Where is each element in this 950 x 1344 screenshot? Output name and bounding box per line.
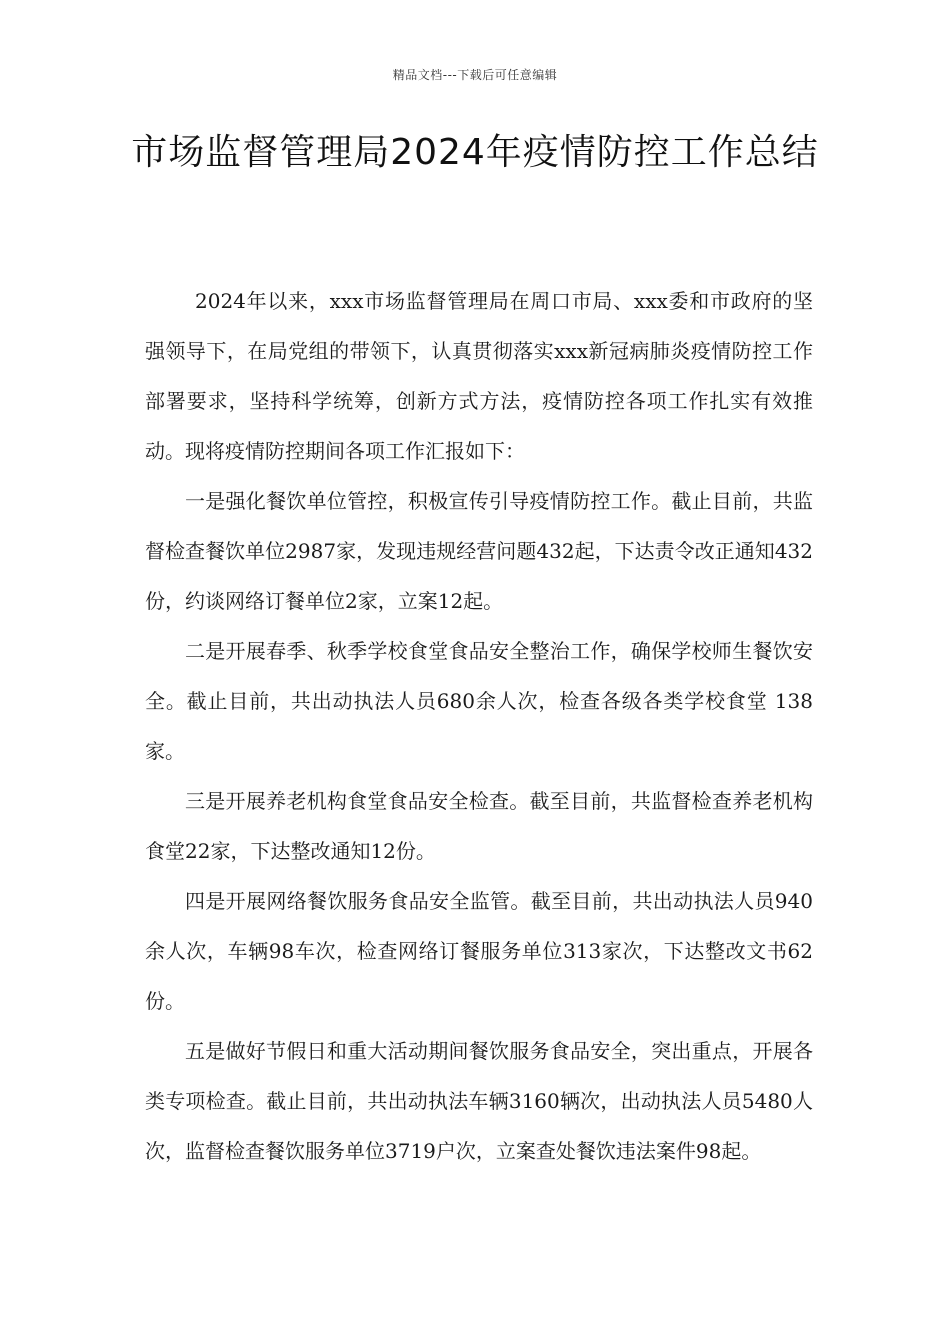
paragraph-item-4: 四是开展网络餐饮服务食品安全监管。截至目前，共出动执法人员940余人次，车辆98车次，检查网络订餐服务单位313家次，下达整改文书62份。 — [145, 889, 813, 1013]
paragraph-item-1: 一是强化餐饮单位管控，积极宣传引导疫情防控工作。截止目前，共监督检查餐饮单位2987家，发现违规经营问题432起，下达责令改正通知432份，约谈网络订餐单位2家，立案12起。 — [145, 489, 813, 613]
paragraph-item-5: 五是做好节假日和重大活动期间餐饮服务食品安全，突出重点，开展各类专项检查。截止目前，共出动执法车辆3160辆次，出动执法人员5480人次，监督检查餐饮服务单位3719户次，立案查处餐饮违法案件98起。 — [145, 1039, 813, 1163]
header-note: 精品文档---下载后可任意编辑 — [392, 68, 558, 82]
paragraph-intro: 2024年以来，xxx市场监督管理局在周口市局、xxx委和市政府的坚强领导下，在局党组的带领下，认真贯彻落实xxx新冠病肺炎疫情防控工作部署要求，坚持科学统筹，创新方式方法，疫情防控各项工作扎实有效推动。现将疫情防控期间各项工作汇报如下： — [145, 289, 813, 463]
document-body — [145, 276, 813, 1176]
paragraph-item-3: 三是开展养老机构食堂食品安全检查。截至目前，共监督检查养老机构食堂22家，下达整改通知12份。 — [145, 789, 813, 863]
paragraph-item-2: 二是开展春季、秋季学校食堂食品安全整治工作，确保学校师生餐饮安全。截止目前，共出动执法人员680余人次，检查各级各类学校食堂 138家。 — [145, 639, 813, 763]
document-title: 市场监督管理局2024年疫情防控工作总结 — [131, 132, 819, 173]
